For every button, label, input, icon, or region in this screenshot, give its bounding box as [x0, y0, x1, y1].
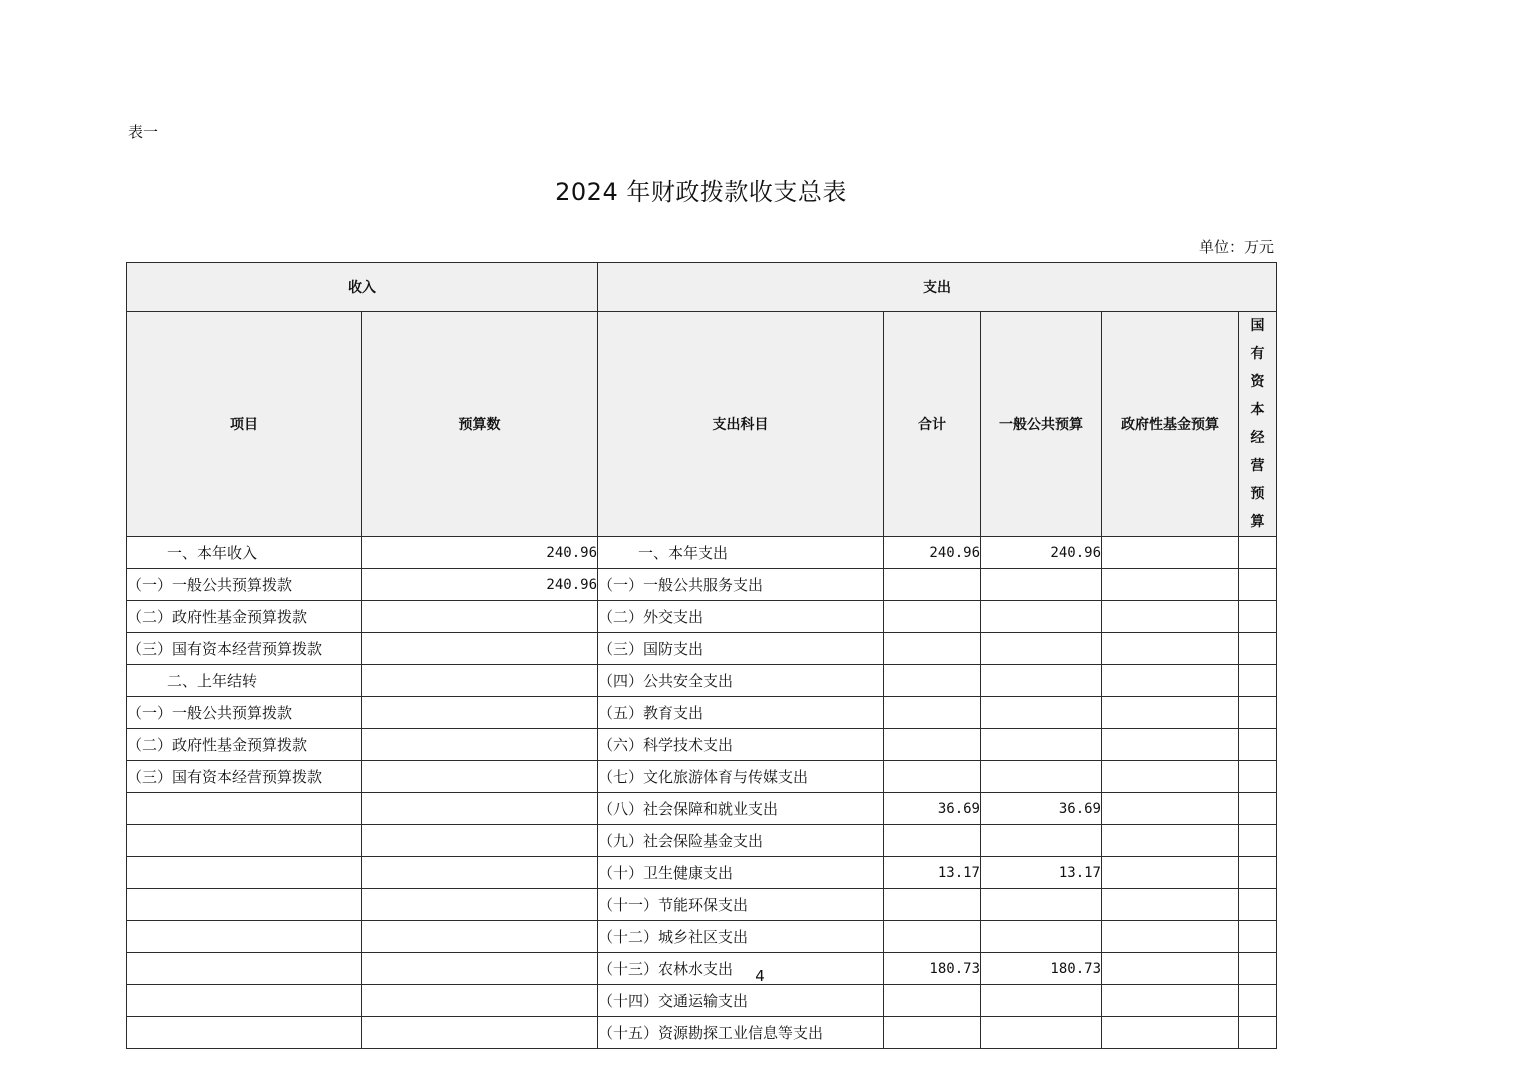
- table-row: [127, 985, 1277, 1017]
- income-budget-cell: 240.96: [362, 537, 598, 569]
- state-capital-budget-cell: [1239, 921, 1277, 953]
- income-budget-cell: [362, 857, 598, 889]
- state-capital-budget-cell: [1239, 665, 1277, 697]
- total-cell: [884, 985, 981, 1017]
- gov-fund-budget-header: 政府性基金预算: [1102, 312, 1239, 537]
- state-capital-header-line: 国有: [1250, 318, 1265, 362]
- table-row: [127, 889, 1277, 921]
- expense-subject-cell: （九）社会保险基金支出: [598, 825, 884, 857]
- state-capital-header-line: 经营: [1250, 430, 1265, 474]
- income-item-cell: （三）国有资本经营预算拨款: [127, 633, 362, 665]
- expense-subject-cell: （六）科学技术支出: [598, 729, 884, 761]
- total-header: 合计: [884, 312, 981, 537]
- total-cell: 240.96: [884, 537, 981, 569]
- income-budget-cell: [362, 985, 598, 1017]
- total-cell: [884, 665, 981, 697]
- state-capital-budget-cell: [1239, 729, 1277, 761]
- group-header-row: [127, 263, 1277, 312]
- income-item-cell: （二）政府性基金预算拨款: [127, 729, 362, 761]
- expense-subject-cell: （五）教育支出: [598, 697, 884, 729]
- table-row: [127, 601, 1277, 633]
- budget-header: 预算数: [362, 312, 598, 537]
- expense-subject-cell: （十）卫生健康支出: [598, 857, 884, 889]
- total-cell: [884, 729, 981, 761]
- income-item-cell: [127, 825, 362, 857]
- gov-fund-budget-cell: [1102, 537, 1239, 569]
- general-public-budget-cell: [981, 985, 1102, 1017]
- total-cell: [884, 697, 981, 729]
- gov-fund-budget-cell: [1102, 1017, 1239, 1049]
- income-item-cell: （一）一般公共预算拨款: [127, 569, 362, 601]
- total-cell: [884, 921, 981, 953]
- general-public-budget-cell: [981, 697, 1102, 729]
- expense-subject-cell: （三）国防支出: [598, 633, 884, 665]
- income-item-cell: [127, 793, 362, 825]
- table-row: [127, 537, 1277, 569]
- income-item-cell: [127, 921, 362, 953]
- income-item-cell: [127, 1017, 362, 1049]
- general-public-budget-cell: [981, 633, 1102, 665]
- income-budget-cell: [362, 761, 598, 793]
- general-public-budget-cell: [981, 889, 1102, 921]
- state-capital-budget-cell: [1239, 633, 1277, 665]
- gov-fund-budget-cell: [1102, 921, 1239, 953]
- state-capital-budget-cell: [1239, 889, 1277, 921]
- income-budget-cell: [362, 697, 598, 729]
- table-row: [127, 761, 1277, 793]
- total-cell: [884, 825, 981, 857]
- gov-fund-budget-cell: [1102, 601, 1239, 633]
- expense-subject-cell: （十五）资源勘探工业信息等支出: [598, 1017, 884, 1049]
- total-cell: [884, 633, 981, 665]
- table-row: [127, 569, 1277, 601]
- expense-subject-cell: （一）一般公共服务支出: [598, 569, 884, 601]
- general-public-budget-cell: 180.73: [981, 953, 1102, 985]
- total-cell: [884, 569, 981, 601]
- total-cell: 36.69: [884, 793, 981, 825]
- table-row: [127, 857, 1277, 889]
- gov-fund-budget-cell: [1102, 825, 1239, 857]
- expense-group-header: 支出: [598, 263, 1277, 312]
- total-cell: 180.73: [884, 953, 981, 985]
- gov-fund-budget-cell: [1102, 857, 1239, 889]
- table-row: [127, 1017, 1277, 1049]
- income-budget-cell: [362, 889, 598, 921]
- gov-fund-budget-cell: [1102, 985, 1239, 1017]
- expense-subject-cell: （七）文化旅游体育与传媒支出: [598, 761, 884, 793]
- expense-subject-cell: （八）社会保障和就业支出: [598, 793, 884, 825]
- table-row: [127, 633, 1277, 665]
- income-item-cell: 二、上年结转: [127, 665, 362, 697]
- income-item-cell: [127, 857, 362, 889]
- state-capital-budget-cell: [1239, 697, 1277, 729]
- general-public-budget-cell: [981, 569, 1102, 601]
- table-row: [127, 697, 1277, 729]
- general-public-budget-cell: [981, 921, 1102, 953]
- income-item-cell: 一、本年收入: [127, 537, 362, 569]
- state-capital-budget-cell: [1239, 1017, 1277, 1049]
- total-cell: 13.17: [884, 857, 981, 889]
- table-row: [127, 729, 1277, 761]
- state-capital-budget-cell: [1239, 857, 1277, 889]
- expense-subject-cell: （十三）农林水支出: [598, 953, 884, 985]
- table-row: [127, 825, 1277, 857]
- gov-fund-budget-cell: [1102, 665, 1239, 697]
- general-public-budget-cell: [981, 825, 1102, 857]
- income-budget-cell: [362, 793, 598, 825]
- general-public-budget-cell: [981, 601, 1102, 633]
- total-cell: [884, 601, 981, 633]
- state-capital-budget-cell: [1239, 761, 1277, 793]
- general-public-budget-cell: 13.17: [981, 857, 1102, 889]
- column-header-row: [127, 312, 1277, 537]
- gov-fund-budget-cell: [1102, 569, 1239, 601]
- gov-fund-budget-cell: [1102, 697, 1239, 729]
- expense-subject-header: 支出科目: [598, 312, 884, 537]
- state-capital-budget-header: [1239, 312, 1277, 537]
- income-budget-cell: [362, 729, 598, 761]
- total-cell: [884, 889, 981, 921]
- general-public-budget-cell: 36.69: [981, 793, 1102, 825]
- state-capital-budget-cell: [1239, 601, 1277, 633]
- expense-subject-cell: （十一）节能环保支出: [598, 889, 884, 921]
- income-budget-cell: [362, 665, 598, 697]
- income-item-cell: （一）一般公共预算拨款: [127, 697, 362, 729]
- income-item-cell: [127, 985, 362, 1017]
- general-public-budget-cell: 240.96: [981, 537, 1102, 569]
- gov-fund-budget-cell: [1102, 761, 1239, 793]
- income-budget-cell: 240.96: [362, 569, 598, 601]
- income-budget-cell: [362, 921, 598, 953]
- general-public-budget-cell: [981, 761, 1102, 793]
- unit-label: 单位：万元: [1198, 238, 1274, 256]
- income-budget-cell: [362, 633, 598, 665]
- table-label: 表一: [128, 123, 159, 141]
- income-budget-cell: [362, 825, 598, 857]
- table-row: [127, 665, 1277, 697]
- expense-subject-cell: （二）外交支出: [598, 601, 884, 633]
- total-cell: [884, 761, 981, 793]
- item-header: 项目: [127, 312, 362, 537]
- general-public-budget-cell: [981, 1017, 1102, 1049]
- gov-fund-budget-cell: [1102, 633, 1239, 665]
- state-capital-budget-cell: [1239, 537, 1277, 569]
- general-public-budget-header: 一般公共预算: [981, 312, 1102, 537]
- document-title: 2024 年财政拨款收支总表: [555, 178, 847, 206]
- state-capital-budget-cell: [1239, 825, 1277, 857]
- income-budget-cell: [362, 1017, 598, 1049]
- state-capital-header-line: 资本: [1250, 374, 1265, 418]
- gov-fund-budget-cell: [1102, 793, 1239, 825]
- total-cell: [884, 1017, 981, 1049]
- income-item-cell: （三）国有资本经营预算拨款: [127, 761, 362, 793]
- page-number: 4: [755, 967, 765, 985]
- income-item-cell: （二）政府性基金预算拨款: [127, 601, 362, 633]
- income-budget-cell: [362, 601, 598, 633]
- state-capital-header-line: 预算: [1250, 486, 1265, 530]
- budget-table: [126, 262, 1277, 1049]
- income-group-header: 收入: [127, 263, 598, 312]
- state-capital-budget-cell: [1239, 985, 1277, 1017]
- state-capital-budget-cell: [1239, 569, 1277, 601]
- expense-subject-cell: （十四）交通运输支出: [598, 985, 884, 1017]
- gov-fund-budget-cell: [1102, 889, 1239, 921]
- table-row: [127, 793, 1277, 825]
- expense-subject-cell: （四）公共安全支出: [598, 665, 884, 697]
- gov-fund-budget-cell: [1102, 729, 1239, 761]
- general-public-budget-cell: [981, 665, 1102, 697]
- table-row: [127, 921, 1277, 953]
- general-public-budget-cell: [981, 729, 1102, 761]
- state-capital-budget-cell: [1239, 793, 1277, 825]
- expense-subject-cell: 一、本年支出: [598, 537, 884, 569]
- expense-subject-cell: （十二）城乡社区支出: [598, 921, 884, 953]
- income-item-cell: [127, 889, 362, 921]
